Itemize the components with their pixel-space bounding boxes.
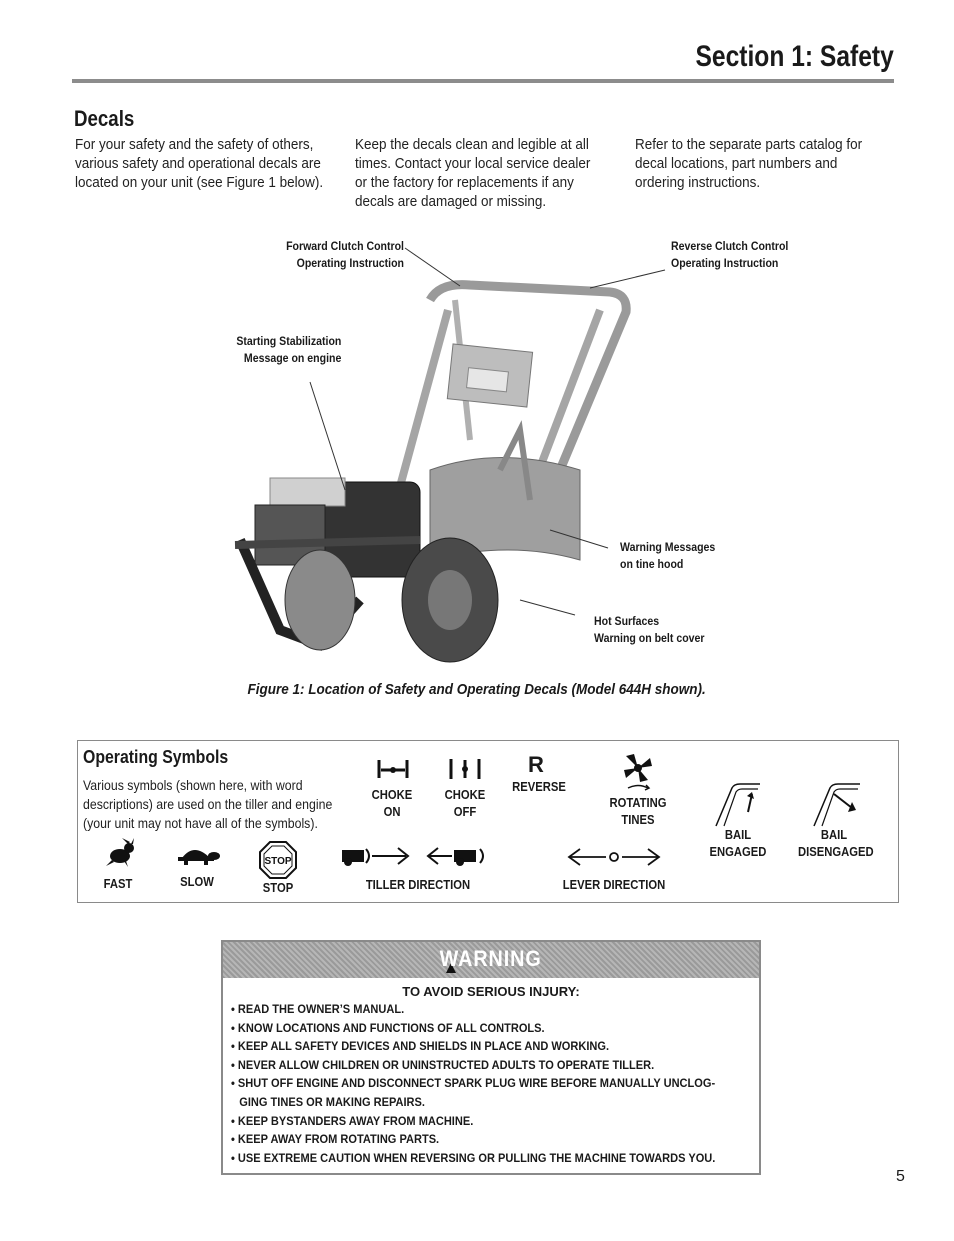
warning-item: GING TINES OR MAKING REPAIRS. <box>239 1094 425 1109</box>
stop-label: STOP <box>262 881 294 895</box>
callout-hot-surfaces: Hot Surfaces Warning on belt cover <box>594 614 705 645</box>
tiller-direction-label: TILLER DIRECTION <box>365 878 471 892</box>
callout-forward-clutch: Forward Clutch Control Operating Instruction <box>286 239 404 270</box>
decals-heading: Decals <box>74 106 135 131</box>
rotating-tines-icon <box>620 750 656 792</box>
choke-off-icon <box>448 757 482 781</box>
fast-label: FAST <box>103 877 133 891</box>
warning-item: • KEEP AWAY FROM ROTATING PARTS. <box>231 1132 440 1147</box>
warning-subtitle: TO AVOID SERIOUS INJURY: <box>402 984 580 999</box>
warning-list <box>231 1000 716 1167</box>
callout-warning-messages: Warning Messages on tine hood <box>620 540 716 571</box>
decals-paragraph-3: Refer to the separate parts catalog for decal locations, part numbers and ordering instructions. <box>635 137 863 191</box>
bail-disengaged-icon <box>810 782 862 828</box>
operating-symbols-heading: Operating Symbols <box>83 747 229 767</box>
figure-caption: Figure 1: Location of Safety and Operating Decals (Model 644H shown). <box>247 681 707 698</box>
warning-item: • KEEP ALL SAFETY DEVICES AND SHIELDS IN PLACE AND WORKING. <box>231 1039 610 1054</box>
bail-disengaged-label: BAIL DISENGAGED <box>798 828 874 859</box>
warning-item: • USE EXTREME CAUTION WHEN REVERSING OR PULLING THE MACHINE TOWARDS YOU. <box>231 1150 716 1165</box>
callout-reverse-clutch: Reverse Clutch Control Operating Instruction <box>671 239 789 270</box>
lever-direction-label: LEVER DIRECTION <box>562 878 666 892</box>
reverse-label: REVERSE <box>512 780 566 794</box>
stop-sign-text: STOP <box>264 856 292 867</box>
choke-on-label: CHOKE ON <box>371 788 413 819</box>
reverse-icon: R <box>528 752 544 777</box>
operating-symbols-description: Various symbols (shown here, with word descriptions) are used on the tiller and engine (your unit may not have all of the symbols). <box>83 777 333 831</box>
decals-paragraph-1: For your safety and the safety of others, various safety and operational decals are located on your unit (see Figure 1 below). <box>75 137 324 191</box>
slow-label: SLOW <box>180 875 214 889</box>
warning-item: • KEEP BYSTANDERS AWAY FROM MACHINE. <box>231 1113 474 1128</box>
lever-direction-icon <box>566 846 662 868</box>
rotating-tines-label: ROTATING TINES <box>609 796 667 827</box>
page-number: 5 <box>896 1168 905 1185</box>
tiller-forward-icon <box>340 844 412 868</box>
section-title: Section 1: Safety <box>695 40 894 73</box>
warning-item: • KNOW LOCATIONS AND FUNCTIONS OF ALL CONTROLS. <box>231 1020 545 1035</box>
tiller-reverse-icon <box>424 844 496 868</box>
bail-engaged-label: BAIL ENGAGED <box>709 828 767 859</box>
warning-item: • SHUT OFF ENGINE AND DISCONNECT SPARK PLUG WIRE BEFORE MANUALLY UNCLOG- <box>231 1076 716 1091</box>
callout-starting-stabilization: Starting Stabilization Message on engine <box>235 334 341 365</box>
choke-off-label: CHOKE OFF <box>444 788 486 819</box>
turtle-icon <box>174 842 222 866</box>
warning-item: • NEVER ALLOW CHILDREN OR UNINSTRUCTED ADULTS TO OPERATE TILLER. <box>231 1057 655 1072</box>
warning-item: • READ THE OWNER’S MANUAL. <box>231 1002 405 1016</box>
bail-engaged-icon <box>712 782 762 828</box>
choke-on-icon <box>376 758 410 780</box>
stop-sign-icon <box>258 840 298 880</box>
warning-title: WARNING <box>439 946 542 971</box>
rabbit-icon <box>104 838 138 868</box>
decals-paragraph-2: Keep the decals clean and legible at all times. Contact your local service dealer or the factory for replacements if any decals are damaged or missing. <box>355 137 591 210</box>
